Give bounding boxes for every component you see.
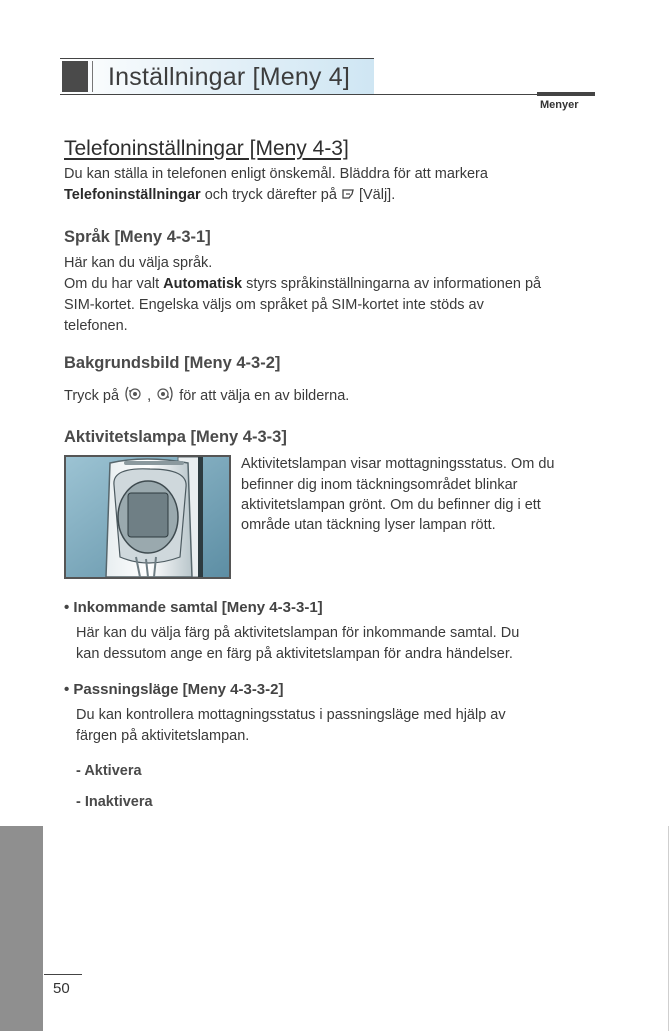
sprak-line-1: Här kan du välja språk. bbox=[64, 255, 213, 271]
aktivitet-desc-2: befinner dig inom täckningsområdet blinkar bbox=[241, 477, 518, 493]
aktivitet-desc-1: Aktivitetslampan visar mottagningsstatus. Om du bbox=[241, 456, 555, 472]
sprak-line-2: Om du har valt Automatisk styrs språkinställningarna av informationen på bbox=[64, 276, 542, 292]
header-tab-marker bbox=[537, 92, 595, 96]
header-rule bbox=[60, 94, 595, 95]
intro-line-1: Du kan ställa in telefonen enligt önskemål. Bläddra för att markera bbox=[64, 166, 488, 182]
phone-illustration bbox=[64, 455, 231, 579]
passning-heading: • Passningsläge [Meny 4-3-3-2] bbox=[64, 681, 284, 698]
flip-phone-icon bbox=[66, 457, 229, 577]
chapter-sidebar-tab bbox=[0, 826, 43, 1031]
page-title: Inställningar [Meny 4] bbox=[108, 63, 351, 91]
section-title: Telefoninställningar [Meny 4-3] bbox=[64, 137, 349, 160]
aktivitet-heading: Aktivitetslampa [Meny 4-3-3] bbox=[64, 428, 287, 446]
option-aktivera: - Aktivera bbox=[76, 763, 142, 779]
intro-line-2: Telefoninställningar och tryck därefter på [Välj]. bbox=[64, 187, 396, 203]
nav-key-right-icon bbox=[155, 385, 175, 410]
inkommande-line-1: Här kan du välja färg på aktivitetslampan för inkommande samtal. Du bbox=[76, 625, 520, 641]
soft-key-icon bbox=[341, 186, 355, 198]
bakgrund-heading: Bakgrundsbild [Meny 4-3-2] bbox=[64, 354, 281, 372]
sprak-line-4: telefonen. bbox=[64, 318, 128, 334]
page-number: 50 bbox=[53, 980, 70, 997]
header-divider bbox=[92, 61, 93, 92]
option-inaktivera: - Inaktivera bbox=[76, 794, 153, 810]
header-marker bbox=[62, 61, 88, 92]
passning-line-2: färgen på aktivitetslampan. bbox=[76, 728, 250, 744]
page-number-rule bbox=[44, 974, 82, 975]
nav-key-left-icon bbox=[123, 385, 143, 410]
inkommande-heading: • Inkommande samtal [Meny 4-3-3-1] bbox=[64, 599, 323, 616]
bakgrund-text: Tryck på , för att välja en av bilderna. bbox=[64, 385, 349, 410]
passning-line-1: Du kan kontrollera mottagningsstatus i passningsläge med hjälp av bbox=[76, 707, 506, 723]
sprak-heading: Språk [Meny 4-3-1] bbox=[64, 228, 211, 246]
inkommande-line-2: kan dessutom ange en färg på aktivitetslampan för andra händelser. bbox=[76, 646, 513, 662]
section-tag: Menyer bbox=[540, 99, 579, 111]
sprak-line-3: SIM-kortet. Engelska väljs om språket på SIM-kortet inte stöds av bbox=[64, 297, 484, 313]
aktivitet-desc-3: aktivitetslampan grönt. Om du befinner dig i ett bbox=[241, 497, 541, 513]
aktivitet-desc-4: område utan täckning lyser lampan rött. bbox=[241, 517, 496, 533]
